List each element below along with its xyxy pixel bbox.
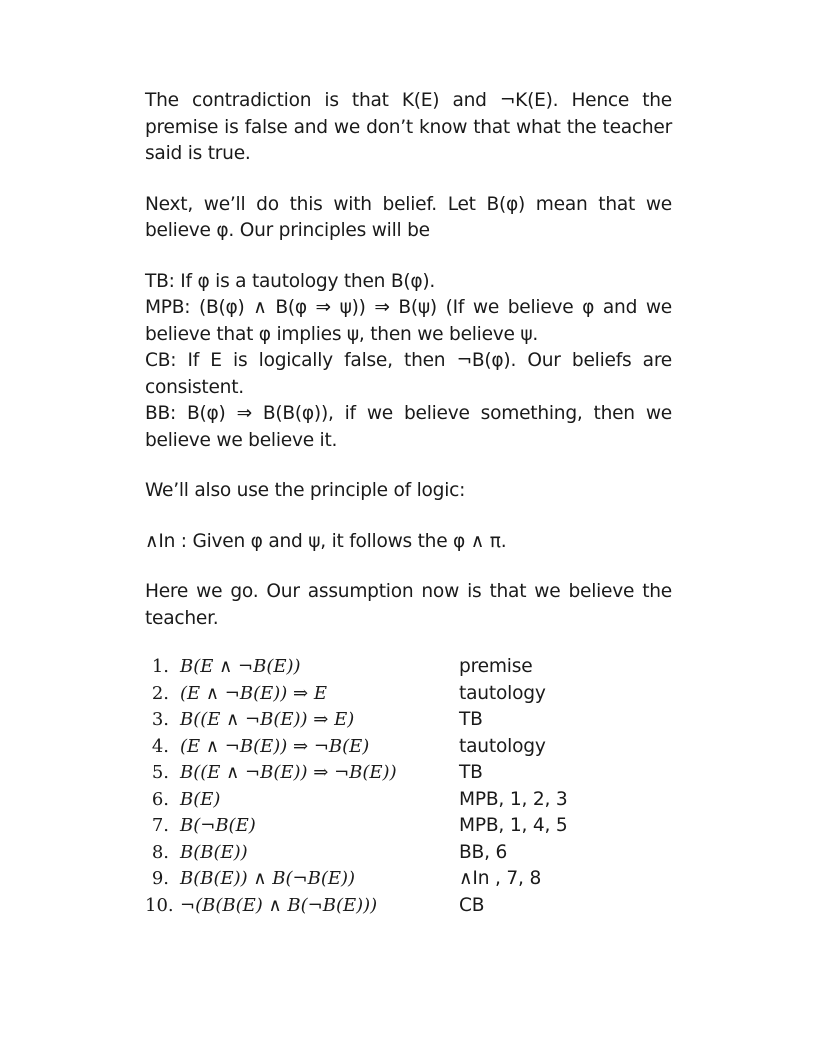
proof-statement: B(B(E)) ∧ B(¬B(E)) <box>180 868 356 889</box>
proof-row <box>145 734 672 761</box>
paragraph-logic-principle: We’ll also use the principle of logic: <box>145 480 466 501</box>
principle-mpb: MPB: (B(φ) ∧ B(φ ⇒ ψ)) ⇒ B(ψ) (If we believe φ and we believe that φ implies ψ, then we believe ψ. <box>145 297 672 345</box>
proof-row <box>145 866 672 893</box>
proof-justification: tautology <box>459 682 546 704</box>
paragraph-contradiction: The contradiction is that K(E) and ¬K(E). Hence the premise is false and we don’t know that what the teacher said is true. <box>145 90 672 164</box>
proof-step-number: 9. <box>151 868 169 889</box>
proof-row <box>145 813 672 840</box>
proof-justification: premise <box>459 656 533 677</box>
principle-bb: BB: B(φ) ⇒ B(B(φ)), if we believe something, then we believe we believe it. <box>145 403 672 451</box>
principle-and-in: ∧In : Given φ and ψ, it follows the φ ∧ π. <box>145 530 507 552</box>
proof-statement: B(E ∧ ¬B(E)) <box>180 656 301 677</box>
proof-justification: MPB, 1, 4, 5 <box>459 815 568 836</box>
proof-row <box>145 760 672 787</box>
proof-justification: BB, 6 <box>459 841 508 863</box>
proof-row <box>145 681 672 708</box>
proof-statement: (E ∧ ¬B(E)) ⇒ E <box>180 682 327 704</box>
proof-step-number: 8. <box>151 841 169 863</box>
proof-justification: ∧In , 7, 8 <box>459 868 542 889</box>
paragraph-belief-intro: Next, we’ll do this with belief. Let B(φ) mean that we believe φ. Our principles will be <box>145 193 672 241</box>
proof-step-number: 5. <box>151 762 169 783</box>
proof-justification: CB <box>459 894 485 916</box>
principle-tb: TB: If φ is a tautology then B(φ). <box>145 270 436 292</box>
proof-step-number: 6. <box>151 788 169 810</box>
proof-justification: tautology <box>459 735 546 757</box>
proof-row <box>145 787 672 814</box>
proof-statement: ¬(B(B(E) ∧ B(¬B(E))) <box>180 894 378 916</box>
proof-table <box>145 654 672 919</box>
proof-step-number: 2. <box>151 682 169 704</box>
proof-statement: (E ∧ ¬B(E)) ⇒ ¬B(E) <box>180 735 370 757</box>
proof-statement: B(B(E)) <box>180 841 248 863</box>
proof-row <box>145 707 672 734</box>
proof-statement: B(¬B(E) <box>180 815 256 836</box>
paragraph-here-we-go: Here we go. Our assumption now is that we believe the teacher. <box>145 581 672 629</box>
proof-row <box>145 893 672 920</box>
principle-cb: CB: If E is logically false, then ¬B(φ). Our beliefs are consistent. <box>145 350 672 398</box>
proof-step-number: 1. <box>151 656 169 677</box>
proof-justification: TB <box>459 709 483 730</box>
proof-statement: B((E ∧ ¬B(E)) ⇒ ¬B(E)) <box>180 762 397 783</box>
proof-justification: MPB, 1, 2, 3 <box>459 788 568 810</box>
proof-step-number: 7. <box>151 815 169 836</box>
document-page <box>145 88 672 919</box>
proof-statement: B((E ∧ ¬B(E)) ⇒ E) <box>180 709 355 730</box>
proof-row <box>145 840 672 867</box>
proof-justification: TB <box>459 762 483 783</box>
proof-row <box>145 654 672 681</box>
proof-step-number: 10. <box>145 894 174 916</box>
proof-statement: B(E) <box>180 788 221 810</box>
proof-step-number: 4. <box>151 735 169 757</box>
proof-step-number: 3. <box>151 709 169 730</box>
